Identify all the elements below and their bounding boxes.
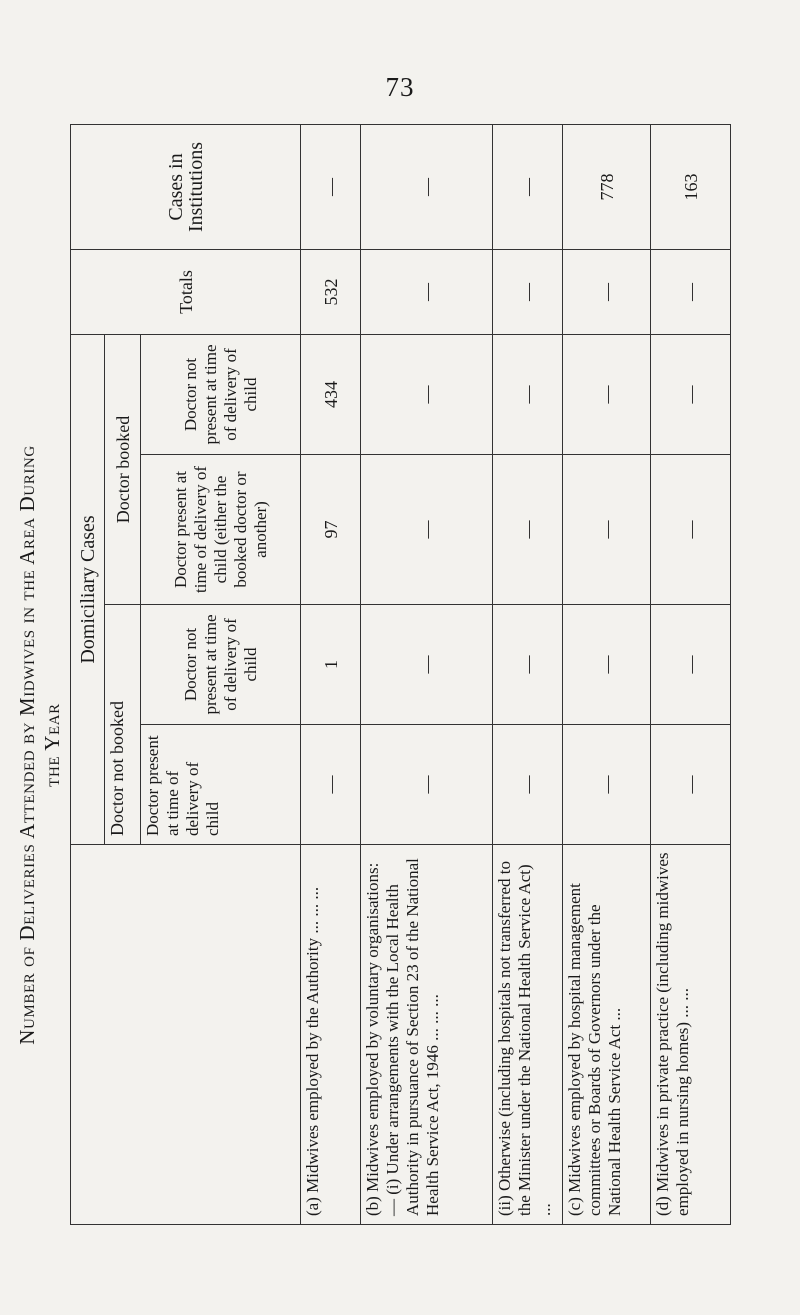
cell-institutions: —: [301, 125, 361, 250]
header-doctor-booked: Doctor booked: [105, 335, 141, 605]
cell-booked-present: —: [493, 455, 563, 605]
cell-not-booked-absent: —: [361, 605, 493, 725]
cell-totals: 532: [301, 250, 361, 335]
cell-not-booked-present: —: [361, 725, 493, 845]
rotated-table-block: [15, 125, 730, 1225]
header-totals: Totals: [71, 250, 301, 335]
deliveries-table: [70, 124, 731, 1225]
cell-not-booked-present: —: [493, 725, 563, 845]
cell-not-booked-present: —: [651, 725, 731, 845]
heading-line-1: Number of Deliveries Attended by Midwives in the Area During: [15, 445, 39, 1045]
header-booked-absent: Doctor not present at time of delivery of child: [141, 335, 301, 455]
row-label: (a) Midwives employed by the Authority ... ... ...: [301, 845, 361, 1225]
table-row: [361, 125, 493, 1225]
header-institutions: Cases in Institutions: [71, 125, 301, 250]
cell-booked-absent: —: [563, 335, 651, 455]
cell-booked-absent: —: [651, 335, 731, 455]
cell-booked-present: 97: [301, 455, 361, 605]
cell-not-booked-absent: —: [563, 605, 651, 725]
cell-totals: —: [361, 250, 493, 335]
cell-totals: —: [651, 250, 731, 335]
header-domiciliary: Domiciliary Cases: [71, 335, 105, 845]
cell-booked-absent: 434: [301, 335, 361, 455]
table-row: [301, 125, 361, 1225]
table-heading: [15, 195, 65, 1295]
row-label: (d) Midwives in private practice (including midwives employed in nursing homes) ... ...: [651, 845, 731, 1225]
table-row: [493, 125, 563, 1225]
cell-totals: —: [493, 250, 563, 335]
cell-institutions: —: [493, 125, 563, 250]
header-doctor-not-booked: Doctor not booked: [105, 605, 141, 845]
cell-not-booked-absent: 1: [301, 605, 361, 725]
cell-institutions: 778: [563, 125, 651, 250]
cell-institutions: 163: [651, 125, 731, 250]
table-row: [651, 125, 731, 1225]
heading-line-2: the Year: [40, 703, 64, 787]
row-label: (c) Midwives employed by hospital management committees or Boards of Governors under the National Health Service Act ...: [563, 845, 651, 1225]
header-not-booked-absent: Doctor not present at time of delivery of child: [141, 605, 301, 725]
header-row-1: [71, 125, 105, 1225]
cell-booked-absent: —: [361, 335, 493, 455]
header-booked-present: Doctor present at time of delivery of child (either the booked doctor or another): [141, 455, 301, 605]
header-not-booked-present: Doctor present at time of delivery of child: [141, 725, 301, 845]
row-label: (ii) Otherwise (including hospitals not transferred to the Minister under the National Health Service Act) ...: [493, 845, 563, 1225]
table-row: [563, 125, 651, 1225]
cell-booked-present: —: [651, 455, 731, 605]
cell-booked-present: —: [563, 455, 651, 605]
cell-not-booked-present: —: [301, 725, 361, 845]
row-label: (b) Midwives employed by voluntary organisations:— (i) Under arrangements with the Local Health Authority in pursuance of Section 23 of the National Health Service Act, 1946 ... ... ...: [361, 845, 493, 1225]
cell-totals: —: [563, 250, 651, 335]
cell-not-booked-absent: —: [651, 605, 731, 725]
cell-booked-absent: —: [493, 335, 563, 455]
cell-booked-present: —: [361, 455, 493, 605]
cell-not-booked-absent: —: [493, 605, 563, 725]
cell-institutions: —: [361, 125, 493, 250]
page-number: 73: [385, 72, 415, 102]
row-label-header: [71, 845, 301, 1225]
cell-not-booked-present: —: [563, 725, 651, 845]
